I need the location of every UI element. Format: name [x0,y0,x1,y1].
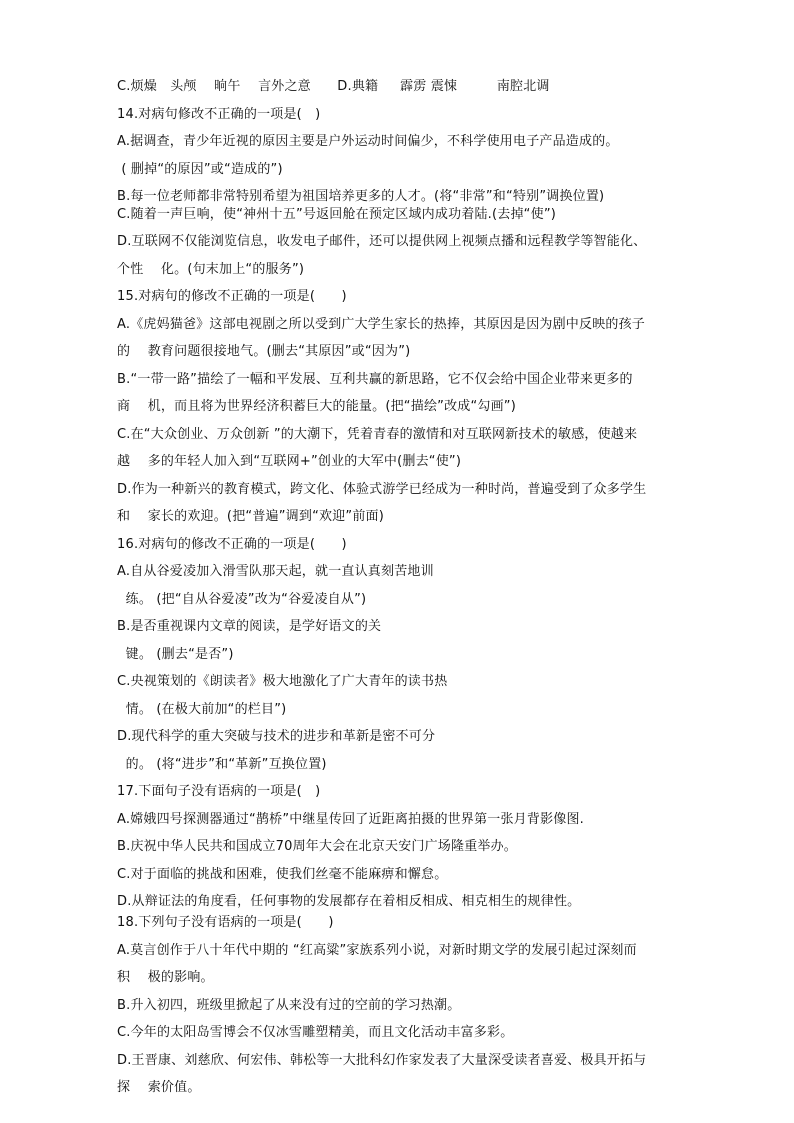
q15-option-c-cont: 越 多的年轻人加入到“互联网+”创业的大军中(删去“使”) [117,454,462,469]
q17-option-b: B.庆祝中华人民共和国成立70周年大会在北京天安门广场隆重举办。 [117,839,517,854]
q16-option-a: A.自从谷爱凌加入滑雪队那天起，就一直认真刻苦地训 [117,564,434,579]
q15-option-a: A.《虎妈猫爸》这部电视剧之所以受到广大学生家长的热捧，其原因是因为剧中反映的孩子 [117,317,645,332]
q14-option-c: C.随着一声巨响，使“神州十五”号返回舱在预定区域内成功着陆.(去掉“使”) [117,207,557,222]
q18-option-b: B.升入初四，班级里掀起了从来没有过的空前的学习热潮。 [117,998,461,1013]
q15-option-d-cont: 和 家长的欢迎。(把“普遍”调到“欢迎”前面) [117,509,385,524]
q15-option-b: B.“一带一路”描绘了一幅和平发展、互利共赢的新思路，它不仅会给中国企业带来更多的 [117,372,633,387]
q17-option-c: C.对于面临的挑战和困难，使我们丝毫不能麻痹和懈怠。 [117,867,448,882]
q14-option-b: B.每一位老师都非常特别希望为祖国培养更多的人才。(将“非常”和“特别”调换位置) [117,189,605,204]
q18-option-a-cont: 积 极的影响。 [117,970,214,985]
question-17: 17.下面句子没有语病的一项是( ) [117,784,321,799]
q15-option-b-cont: 商 机，而且将为世界经济积蓄巨大的能量。(把“描绘”改成“勾画”) [117,399,517,414]
q18-option-d-cont: 探 索价值。 [117,1080,201,1095]
question-14: 14.对病句修改不正确的一项是( ) [117,107,321,122]
q17-option-a: A.嫦娥四号探测器通过“鹊桥”中继星传回了近距离拍摄的世界第一张月背影像图. [117,812,584,827]
question-18: 18.下列句子没有语病的一项是( ) [117,915,334,930]
q14-option-d: D.互联网不仅能浏览信息，收发电子邮件，还可以提供网上视频点播和远程教学等智能化、 [117,234,647,249]
q16-option-c-cont: 情。 (在极大前加“的栏目”) [117,702,287,717]
q16-option-a-cont: 练。 (把“自从谷爱凌”改为“谷爱凌自从”) [117,592,367,607]
q16-option-b: B.是否重视课内文章的阅读，是学好语文的关 [117,619,382,634]
q17-option-d: D.从辩证法的角度看，任何事物的发展都存在着相反相成、相克相生的规律性。 [117,894,581,909]
question-15: 15.对病句的修改不正确的一项是( ) [117,289,347,304]
q16-option-c: C.央视策划的《朗读者》极大地激化了广大青年的读书热 [117,674,448,689]
q14-option-d-cont: 个性 化。(句末加上“的服务”) [117,262,305,277]
q15-option-c: C.在“大众创业、万众创新 ”的大潮下，凭着青春的激情和对互联网新技术的敏感，使越来 [117,427,638,442]
q16-option-b-cont: 键。 (删去“是否”) [117,647,234,662]
q15-option-d: D.作为一种新兴的教育模式，跨文化、体验式游学已经成为一种时尚，普遍受到了众多学生 [117,482,647,497]
q18-option-a: A.莫言创作于八十年代中期的 “红高粱”家族系列小说，对新时期文学的发展引起过深刻而 [117,943,637,958]
options-line-13-cd: C.烦燥 头颅 晌午 言外之意 D.典籍 霹雳 震悚 南腔北调 [117,79,550,94]
q15-option-a-cont: 的 教育问题很接地气。(删去“其原因”或“因为”) [117,344,411,359]
q16-option-d: D.现代科学的重大突破与技术的进步和革新是密不可分 [117,729,436,744]
q18-option-c: C.今年的太阳岛雪博会不仅冰雪雕塑精美，而且文化活动丰富多彩。 [117,1025,514,1040]
q16-option-d-cont: 的。 (将“进步”和“革新”互换位置) [117,757,327,772]
question-16: 16.对病句的修改不正确的一项是( ) [117,537,347,552]
q14-option-a: A.据调查，青少年近视的原因主要是户外运动时间偏少，不科学使用电子产品造成的。 [117,134,619,149]
q14-option-a-cont: ( 删掉“的原因”或“造成的”) [117,162,283,177]
q18-option-d: D.王晋康、刘慈欣、何宏伟、韩松等一大批科幻作家发表了大量深受读者喜爱、极具开拓与 [117,1053,647,1068]
